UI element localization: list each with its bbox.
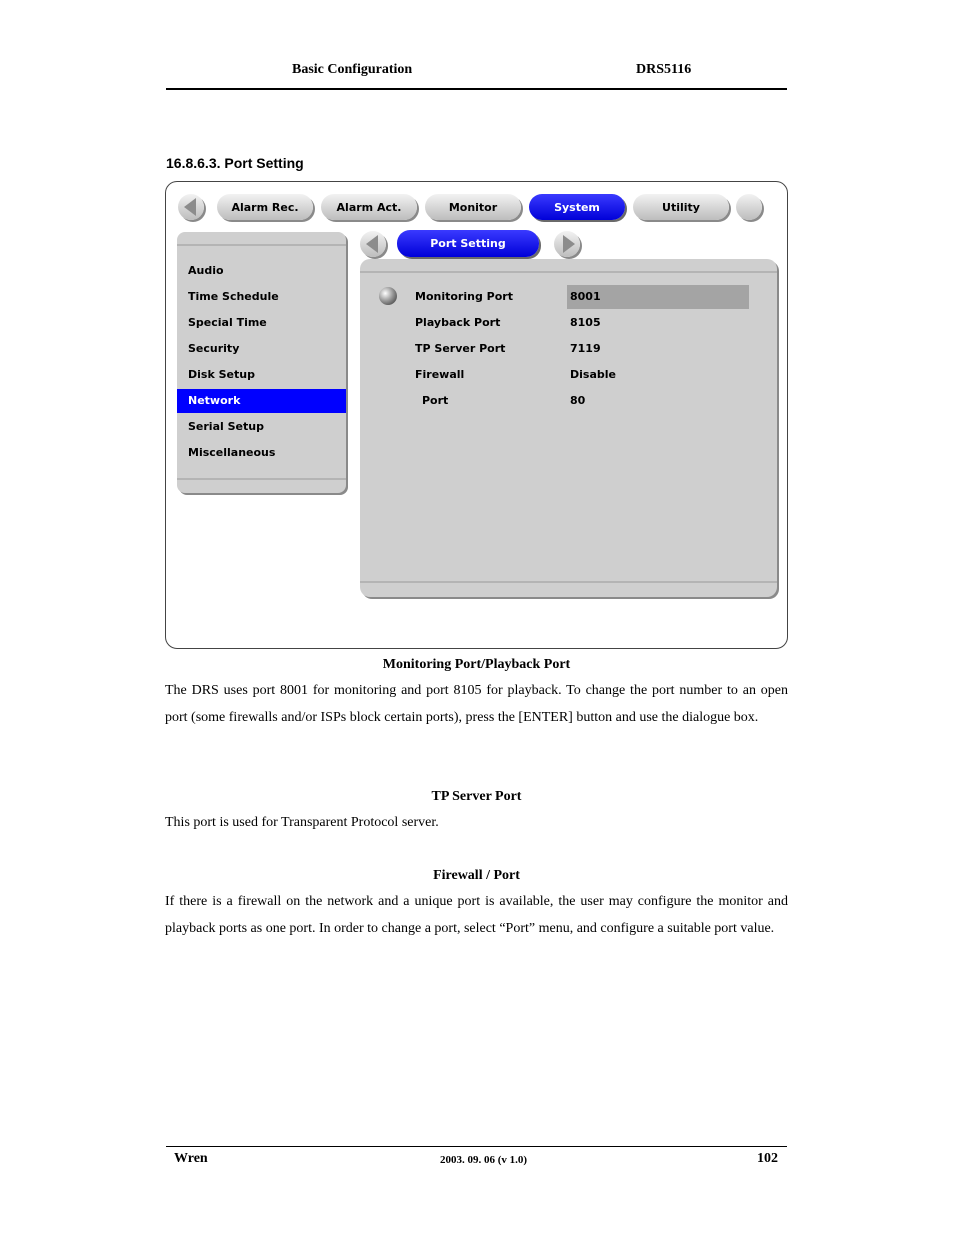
sidebar-divider-top xyxy=(177,244,346,246)
setting-value-monitoring-port[interactable]: 8001 xyxy=(570,290,601,303)
footer-date-version: 2003. 09. 06 (v 1.0) xyxy=(440,1154,528,1166)
panel-divider-bottom xyxy=(360,581,777,583)
section-body-monitoring-playback: The DRS uses port 8001 for monitoring and port 8105 for playback. To change the port number to an open port (some firewalls and/or ISPs block certain ports), press the [ENTER] button and use the dialogue box. xyxy=(165,683,788,725)
panel-divider-top xyxy=(360,271,777,273)
setting-label-monitoring-port[interactable]: Monitoring Port xyxy=(415,290,513,303)
sidebar-item-serial-setup[interactable]: Serial Setup xyxy=(188,420,264,433)
header-rule xyxy=(166,88,787,90)
setting-value-firewall[interactable]: Disable xyxy=(570,368,616,381)
sidebar-item-time-schedule[interactable]: Time Schedule xyxy=(188,290,279,303)
setting-label-playback-port[interactable]: Playback Port xyxy=(415,316,501,329)
sidebar-item-disk-setup[interactable]: Disk Setup xyxy=(188,368,255,381)
selection-ball-icon xyxy=(379,287,397,305)
subtab-port-setting[interactable]: Port Setting xyxy=(397,230,539,257)
sidebar-item-network[interactable]: Network xyxy=(177,389,346,413)
sidebar-menu xyxy=(177,232,346,493)
footer-author: Wren xyxy=(174,1151,208,1166)
footer-rule xyxy=(166,1146,787,1147)
tab-alarm-rec[interactable]: Alarm Rec. xyxy=(217,194,313,220)
sidebar-item-special-time[interactable]: Special Time xyxy=(188,316,267,329)
header-left-title: Basic Configuration xyxy=(292,62,413,77)
setting-value-port[interactable]: 80 xyxy=(570,394,586,407)
tab-utility[interactable]: Utility xyxy=(633,194,729,220)
sidebar-item-miscellaneous[interactable]: Miscellaneous xyxy=(188,446,276,459)
arrow-right-icon xyxy=(563,235,575,253)
prev-tab-button[interactable] xyxy=(178,194,204,220)
section-heading-tp-server: TP Server Port xyxy=(431,789,522,804)
section-heading-firewall-port: Firewall / Port xyxy=(433,868,520,883)
sidebar-item-audio[interactable]: Audio xyxy=(188,264,224,277)
setting-value-tp-server-port[interactable]: 7119 xyxy=(570,342,601,355)
tab-alarm-act[interactable]: Alarm Act. xyxy=(321,194,417,220)
setting-label-tp-server-port[interactable]: TP Server Port xyxy=(415,342,506,355)
setting-value-playback-port[interactable]: 8105 xyxy=(570,316,601,329)
sidebar-divider-bottom xyxy=(177,478,346,480)
next-subtab-button[interactable] xyxy=(554,231,580,257)
footer-page-number: 102 xyxy=(757,1151,778,1166)
arrow-left-icon xyxy=(366,235,378,253)
section-heading-monitoring-playback: Monitoring Port/Playback Port xyxy=(382,657,571,672)
setting-label-port[interactable]: Port xyxy=(422,394,449,407)
next-tab-button[interactable] xyxy=(736,194,762,220)
header-right-title: DRS5116 xyxy=(636,62,692,77)
section-title: 16.8.6.3. Port Setting xyxy=(166,155,304,171)
setting-label-firewall[interactable]: Firewall xyxy=(415,368,465,381)
section-body-firewall-port: If there is a firewall on the network and a unique port is available, the user may configure the monitor and playback ports as one port. In order to change a port, select “Port” menu, and configure a suitable port value. xyxy=(165,894,788,936)
tab-system[interactable]: System xyxy=(529,194,625,220)
tab-monitor[interactable]: Monitor xyxy=(425,194,521,220)
prev-subtab-button[interactable] xyxy=(360,231,386,257)
sidebar-item-security[interactable]: Security xyxy=(188,342,240,355)
settings-panel xyxy=(360,259,777,597)
section-body-tp-server: This port is used for Transparent Protocol server. xyxy=(165,815,439,830)
arrow-left-icon xyxy=(184,198,196,216)
